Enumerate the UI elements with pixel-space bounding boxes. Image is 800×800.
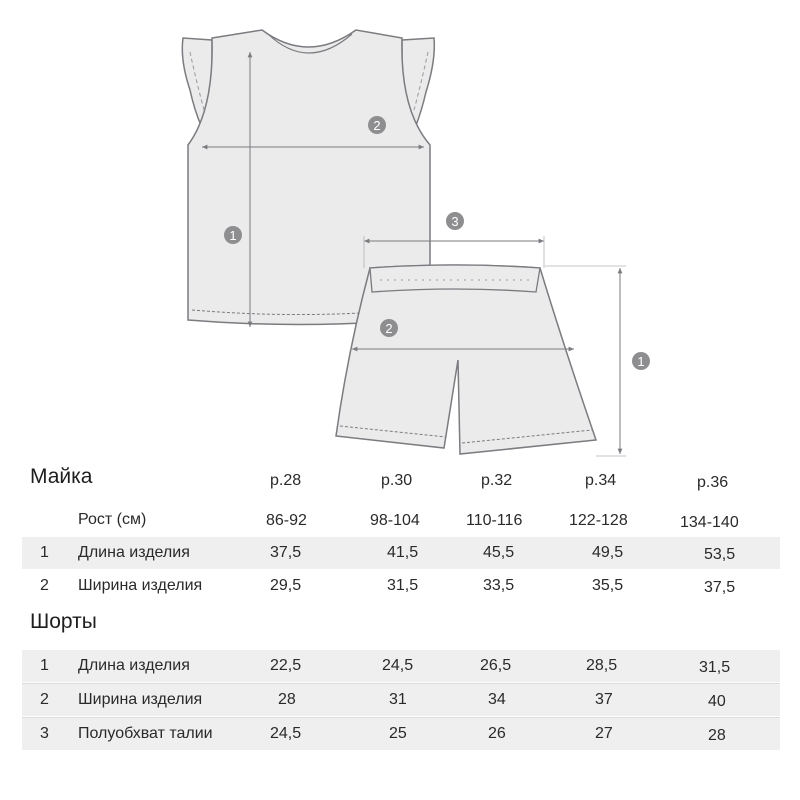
row-divider bbox=[22, 683, 780, 684]
svg-text:1: 1 bbox=[637, 354, 645, 369]
cell-value: 34 bbox=[488, 691, 506, 708]
cell-value: 28,5 bbox=[586, 657, 618, 674]
cell-value: 37,5 bbox=[704, 579, 736, 596]
row-label: Ширина изделия bbox=[78, 577, 203, 594]
cell-value: 27 bbox=[595, 725, 613, 742]
marker-waist bbox=[446, 212, 464, 230]
row-label: Длина изделия bbox=[78, 657, 190, 674]
cell-value: 26 bbox=[488, 725, 506, 742]
svg-text:1: 1 bbox=[229, 228, 237, 243]
row-number: 1 bbox=[40, 544, 49, 561]
cell-value: 110-116 bbox=[466, 512, 523, 529]
size-header-34: р.34 bbox=[585, 472, 617, 489]
row-divider bbox=[22, 717, 780, 718]
cell-value: 86-92 bbox=[266, 512, 307, 529]
cell-value: 40 bbox=[708, 693, 726, 710]
cell-value: 49,5 bbox=[592, 544, 624, 561]
cell-value: 98-104 bbox=[370, 512, 420, 529]
cell-value: 45,5 bbox=[483, 544, 515, 561]
marker-shorts-length bbox=[632, 352, 650, 370]
cell-value: 37,5 bbox=[270, 544, 302, 561]
row-number: 2 bbox=[40, 577, 49, 594]
row-label: Длина изделия bbox=[78, 544, 190, 561]
row-label: Рост (см) bbox=[78, 511, 147, 528]
shorts-title: Шорты bbox=[30, 610, 97, 633]
cell-value: 31,5 bbox=[699, 659, 731, 676]
size-header-32: р.32 bbox=[481, 472, 513, 489]
tank-top-title: Майка bbox=[30, 465, 93, 488]
row-number: 1 bbox=[40, 657, 49, 674]
row-label: Ширина изделия bbox=[78, 691, 203, 708]
cell-value: 24,5 bbox=[382, 657, 414, 674]
cell-value: 25 bbox=[389, 725, 407, 742]
cell-value: 29,5 bbox=[270, 577, 302, 594]
row-number: 2 bbox=[40, 691, 49, 708]
cell-value: 24,5 bbox=[270, 725, 302, 742]
size-header-28: р.28 bbox=[270, 472, 302, 489]
svg-text:2: 2 bbox=[385, 321, 393, 336]
cell-value: 31 bbox=[389, 691, 407, 708]
cell-value: 22,5 bbox=[270, 657, 302, 674]
svg-text:3: 3 bbox=[451, 214, 459, 229]
cell-value: 35,5 bbox=[592, 577, 624, 594]
cell-value: 31,5 bbox=[387, 577, 419, 594]
cell-value: 122-128 bbox=[569, 512, 628, 529]
size-header-30: р.30 bbox=[381, 472, 413, 489]
cell-value: 33,5 bbox=[483, 577, 515, 594]
marker-shirt-length bbox=[224, 226, 242, 244]
row-label: Полуобхват талии bbox=[78, 725, 213, 742]
shorts-body bbox=[336, 265, 596, 454]
cell-value: 134-140 bbox=[680, 514, 739, 531]
marker-shorts-width bbox=[380, 319, 398, 337]
cell-value: 28 bbox=[278, 691, 296, 708]
cell-value: 53,5 bbox=[704, 546, 736, 563]
cell-value: 26,5 bbox=[480, 657, 512, 674]
cell-value: 37 bbox=[595, 691, 613, 708]
marker-shirt-width bbox=[368, 116, 386, 134]
svg-text:2: 2 bbox=[373, 118, 381, 133]
row-number: 3 bbox=[40, 725, 49, 742]
cell-value: 41,5 bbox=[387, 544, 419, 561]
size-header-36: р.36 bbox=[697, 474, 729, 491]
cell-value: 28 bbox=[708, 727, 726, 744]
